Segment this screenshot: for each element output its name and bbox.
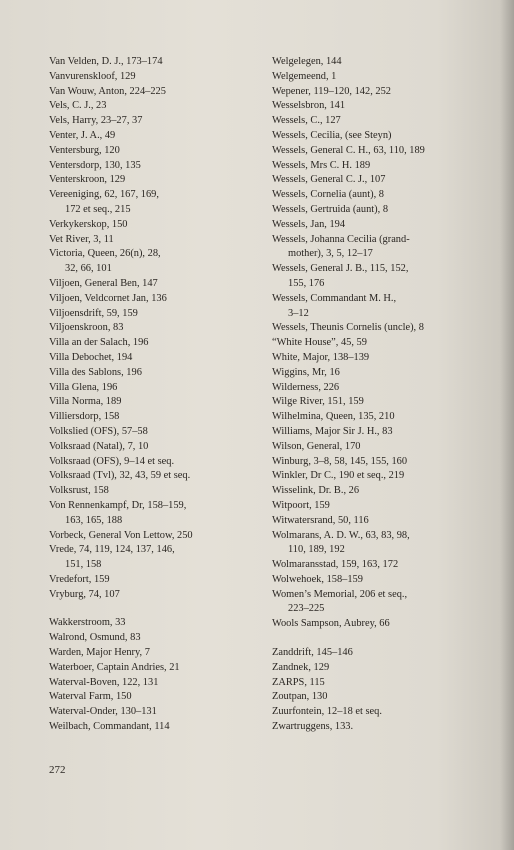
index-entry: Vels, C. J., 23: [49, 100, 107, 112]
index-entry: Waterval-Boven, 122, 131: [49, 676, 159, 688]
index-entry: Zwartruggens, 133.: [272, 721, 354, 733]
index-column-right: [272, 55, 502, 735]
index-entry: Wisselink, Dr. B., 26: [272, 485, 360, 497]
index-entry: Williams, Major Sir J. H., 83: [272, 425, 393, 437]
index-entry: Victoria, Queen, 26(n), 28,: [49, 248, 161, 260]
page-number: 272: [49, 764, 66, 776]
index-entry: Wilhelmina, Queen, 135, 210: [272, 411, 395, 423]
index-entry-continuation: 163, 165, 188: [65, 514, 123, 526]
index-entry: Wessels, C., 127: [272, 115, 341, 127]
index-entry: Weilbach, Commandant, 114: [49, 721, 170, 733]
index-entry: Wessels, Theunis Cornelis (uncle), 8: [272, 322, 424, 334]
index-entry: Wilderness, 226: [272, 381, 340, 393]
index-entry: Wilge River, 151, 159: [272, 396, 364, 408]
index-entry: Walrond, Osmund, 83: [49, 632, 141, 644]
section-gap: [49, 602, 269, 616]
index-entry: Villa Debochet, 194: [49, 351, 133, 363]
index-entry: Winburg, 3–8, 58, 145, 155, 160: [272, 455, 408, 467]
index-entry-continuation: 172 et seq., 215: [65, 203, 131, 215]
index-entry: Villa des Sablons, 196: [49, 366, 142, 378]
index-entry: Wessels, Cecilia, (see Steyn): [272, 129, 392, 141]
index-entry-continuation: 110, 189, 192: [288, 544, 345, 556]
index-entry: Vredefort, 159: [49, 573, 110, 585]
index-entry: “White House”, 45, 59: [272, 337, 367, 349]
index-entry: Women’s Memorial, 206 et seq.,: [272, 588, 408, 600]
index-entry: Villa an der Salach, 196: [49, 337, 149, 349]
index-entry: Venterskroon, 129: [49, 174, 126, 186]
index-entry: Vorbeck, General Von Lettow, 250: [49, 529, 193, 541]
index-entry: Villiersdorp, 158: [49, 411, 120, 423]
index-entry: Wessels, General C. H., 63, 110, 189: [272, 144, 425, 156]
index-entry: Wakkerstroom, 33: [49, 617, 126, 629]
index-entry: Zoutpan, 130: [272, 691, 328, 703]
index-entry: Wessels, Commandant M. H.,: [272, 292, 397, 304]
index-entry: White, Major, 138–139: [272, 351, 370, 363]
page-edge-shadow: [500, 0, 514, 850]
index-entry: Witpoort, 159: [272, 499, 330, 511]
index-entry: Warden, Major Henry, 7: [49, 647, 150, 659]
index-entry: Wools Sampson, Aubrey, 66: [272, 618, 390, 630]
index-entry: Wessels, Johanna Cecilia (grand-: [272, 233, 410, 245]
index-entry: Wiggins, Mr, 16: [272, 366, 340, 378]
index-entry: Wolmarans, A. D. W., 63, 83, 98,: [272, 529, 410, 541]
index-entry: Viljoen, Veldcornet Jan, 136: [49, 292, 167, 304]
index-entry: Van Velden, D. J., 173–174: [49, 56, 163, 67]
index-entry: Wessels, General C. J., 107: [272, 174, 386, 186]
index-entry: Wolmaransstad, 159, 163, 172: [272, 559, 399, 571]
index-entry: Wessels, Gertruida (aunt), 8: [272, 203, 389, 215]
index-entry-continuation: 151, 158: [65, 559, 102, 571]
index-entry: Volksrust, 158: [49, 485, 109, 497]
index-entry: Von Rennenkampf, Dr, 158–159,: [49, 499, 187, 511]
index-entry: Viljoensdrift, 59, 159: [49, 307, 138, 319]
index-entry: Waterval-Onder, 130–131: [49, 706, 157, 718]
index-entry: Vrede, 74, 119, 124, 137, 146,: [49, 544, 175, 556]
index-entry-continuation: 155, 176: [288, 277, 325, 289]
index-entry: Venter, J. A., 49: [49, 129, 116, 141]
index-entry: Zandnek, 129: [272, 661, 330, 673]
index-entry: Vryburg, 74, 107: [49, 588, 120, 600]
index-entry: Volksraad (Tvl), 32, 43, 59 et seq.: [49, 470, 191, 482]
index-entry: Volksraad (Natal), 7, 10: [49, 440, 149, 452]
section-gap: [272, 632, 502, 646]
index-entry: Wepener, 119–120, 142, 252: [272, 85, 391, 97]
index-entry: Waterval Farm, 150: [49, 691, 132, 703]
index-entry: Winkler, Dr C., 190 et seq., 219: [272, 470, 405, 482]
index-entry: Wesselsbron, 141: [272, 100, 346, 112]
index-entry: Wessels, Cornelia (aunt), 8: [272, 189, 384, 201]
index-entry: Wolwehoek, 158–159: [272, 573, 363, 585]
index-entry-continuation: 32, 66, 101: [65, 263, 112, 275]
index-entry: Van Wouw, Anton, 224–225: [49, 85, 166, 97]
index-entry: Zanddrift, 145–146: [272, 647, 353, 659]
index-entry-continuation: mother), 3, 5, 12–17: [288, 248, 373, 260]
index-entry: Viljoen, General Ben, 147: [49, 277, 158, 289]
index-entry: Verkykerskop, 150: [49, 218, 128, 230]
index-entry: Villa Glena, 196: [49, 381, 118, 393]
index-entry-continuation: 3–12: [288, 307, 309, 319]
index-entry: Wessels, Mrs C. H. 189: [272, 159, 371, 171]
index-entry: Waterboer, Captain Andries, 21: [49, 661, 180, 673]
index-entry: Welgemeend, 1: [272, 70, 337, 82]
index-entry: Ventersdorp, 130, 135: [49, 159, 141, 171]
index-entry: Vels, Harry, 23–27, 37: [49, 115, 143, 127]
index-entry: Ventersburg, 120: [49, 144, 120, 156]
index-entry: Volksraad (OFS), 9–14 et seq.: [49, 455, 175, 467]
index-entry: Welgelegen, 144: [272, 56, 342, 67]
index-entry: ZARPS, 115: [272, 676, 325, 688]
index-entry: Wilson, General, 170: [272, 440, 361, 452]
index-entry: Vanvurenskloof, 129: [49, 70, 136, 82]
index-entry-continuation: 223–225: [288, 603, 325, 615]
index-entry: Wessels, Jan, 194: [272, 218, 346, 230]
index-entry: Volkslied (OFS), 57–58: [49, 425, 148, 437]
index-entry: Vereeniging, 62, 167, 169,: [49, 189, 159, 201]
index-entry: Zuurfontein, 12–18 et seq.: [272, 706, 382, 718]
index-entry: Viljoenskroon, 83: [49, 322, 124, 334]
index-column-left: [49, 55, 269, 735]
index-entry: Witwatersrand, 50, 116: [272, 514, 369, 526]
index-entry: Villa Norma, 189: [49, 396, 122, 408]
index-entry: Wessels, General J. B., 115, 152,: [272, 263, 409, 275]
index-entry: Vet River, 3, 11: [49, 233, 114, 245]
